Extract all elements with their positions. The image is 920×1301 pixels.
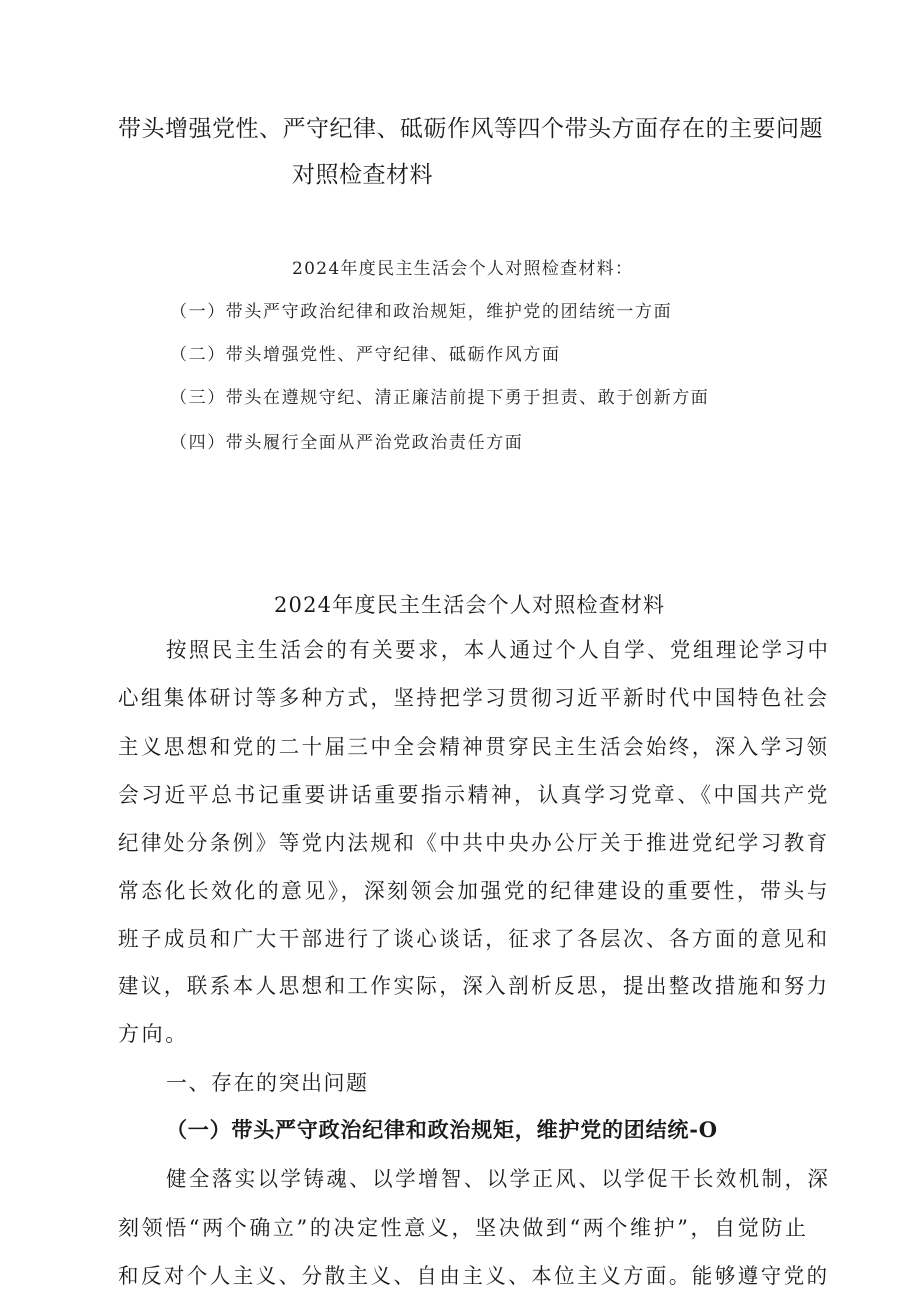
- paragraph-line: 和反对个人主义、分散主义、自由主义、本位主义方面。能够遵守党的: [118, 1264, 830, 1288]
- subsection-heading: （一）带头严守政治纪律和政治规矩，维护党的团结统-O: [166, 1117, 718, 1142]
- toc-item: （一）带头严守政治纪律和政治规矩，维护党的团结统一方面: [170, 302, 673, 322]
- toc-item: （三）带头在遵规守纪、清正廉洁前提下勇于担责、敢于创新方面: [170, 388, 710, 408]
- toc-item: （二）带头增强党性、严守纪律、砥砺作风方面: [170, 345, 561, 365]
- section-heading: 一、存在的突出问题: [166, 1071, 369, 1095]
- doc-title-line2: 对照检查材料: [292, 162, 433, 188]
- toc-heading: 2024年度民主生活会个人对照检查材料：: [292, 259, 634, 279]
- toc-item: （四）带头履行全面从严治党政治责任方面: [170, 433, 524, 453]
- doc-title-line1: 带头增强党性、严守纪律、砥砺作风等四个带头方面存在的主要问题: [118, 116, 823, 142]
- paragraph-line: 方向。: [118, 1022, 189, 1046]
- paragraph-line: 会习近平总书记重要讲话重要指示精神，认真学习党章、《中国共产党: [118, 783, 831, 807]
- paragraph-line: 主义思想和党的二十届三中全会精神贯穿民主生活会始终，深入学习领: [118, 735, 830, 759]
- paragraph-line: 心组集体研讨等多种方式，坚持把学习贯彻习近平新时代中国特色社会: [118, 686, 830, 710]
- paragraph-line: 建议，联系本人思想和工作实际，深入剖析反思，提出整改措施和努力: [118, 974, 830, 998]
- paragraph-line: 纪律处分条例》等党内法规和《中共中央办公厅关于推进党纪学习教育: [118, 831, 830, 855]
- paragraph-line: 按照民主生活会的有关要求，本人通过个人自学、党组理论学习中: [166, 638, 831, 662]
- paragraph-line: 常态化长效化的意见》，深刻领会加强党的纪律建设的重要性，带头与: [118, 879, 831, 903]
- article-title: 2024年度民主生活会个人对照检查材料: [274, 593, 666, 617]
- paragraph-line: 健全落实以学铸魂、以学增智、以学正风、以学促干长效机制，深: [166, 1167, 831, 1191]
- paragraph-line: 刻领悟“两个确立”的决定性意义，坚决做到“两个维护”，自觉防止: [118, 1216, 809, 1240]
- paragraph-line: 班子成员和广大干部进行了谈心谈话，征求了各层次、各方面的意见和: [118, 927, 830, 951]
